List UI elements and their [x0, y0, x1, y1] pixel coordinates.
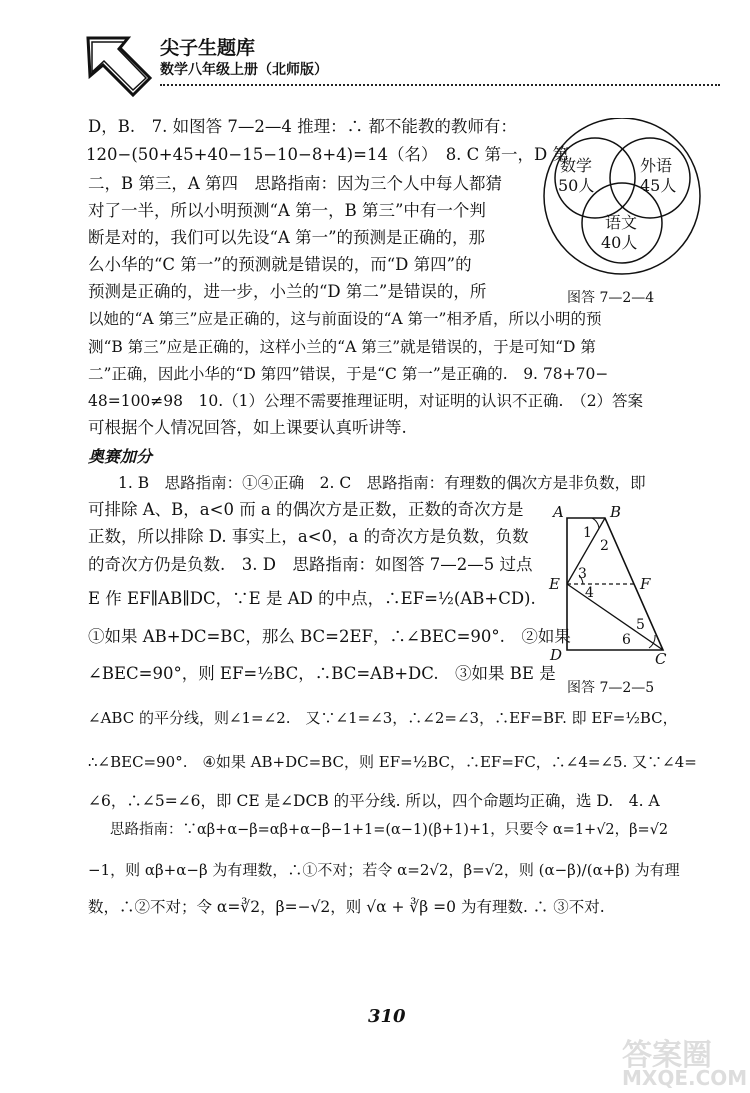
- text-line: 么小华的“C 第一”的预测就是错误的，而“D 第四”的: [88, 255, 472, 274]
- text-line: 120−(50+45+40−15−10−8+4)=14（名） 8. C 第一，D 第: [86, 145, 570, 164]
- angle-6: 6: [622, 632, 631, 648]
- text-line: 断是对的，我们可以先设“A 第一”的预测是正确的，那: [88, 228, 486, 247]
- text-line: 可根据个人情况回答，如上课要认真听讲等.: [88, 418, 407, 437]
- text-line: D，B. 7. 如图答 7—2—4 推理：∴ 都不能教的教师有：: [88, 117, 517, 136]
- watermark-url: MXQE.COM: [622, 1066, 748, 1090]
- point-b: B: [610, 503, 622, 521]
- point-e: E: [549, 575, 560, 593]
- text-line: −1，则 αβ+α−β 为有理数，∴①不对；若令 α=2√2，β=√2，则 (α−β)/(α+β) 为有理: [88, 861, 680, 879]
- header-dotted-rule: [160, 84, 720, 86]
- point-f: F: [640, 575, 651, 593]
- text-line: 48=100≠98 10.（1）公理不需要推理证明，对证明的认识不正确. （2）答案: [88, 392, 644, 410]
- text-line: 预测是正确的，进一步，小兰的“D 第二”是错误的，所: [88, 282, 487, 301]
- header-subtitle: 数学八年级上册（北师版）: [160, 62, 328, 78]
- figure2-caption: 图答 7—2—5: [567, 680, 655, 696]
- section-title: 奥赛加分: [88, 447, 153, 466]
- page-number: 310: [368, 1006, 406, 1027]
- text-line: 可排除 A、B，a<0 而 a 的偶次方是正数，正数的奇次方是: [88, 500, 524, 519]
- text-line: ∠ABC 的平分线，则∠1=∠2. 又∵∠1=∠3，∴∠2=∠3，∴EF=BF. 即 EF=½BC，: [88, 709, 678, 727]
- watermark-logo-text: 答案圈: [622, 1038, 712, 1073]
- point-c: C: [655, 650, 667, 668]
- text-line: 的奇次方仍是负数. 3. D 思路指南：如图答 7—2—5 过点: [88, 555, 533, 574]
- angle-2: 2: [600, 538, 609, 554]
- text-line: ∴∠BEC=90°. ④如果 AB+DC=BC，则 EF=½BC，∴EF=FC，∴∠4=∠5. 又∵∠4=: [88, 753, 697, 771]
- point-a: A: [553, 503, 564, 521]
- venn-label-foreign: 外语: [640, 156, 673, 175]
- venn-count-foreign: 45人: [640, 176, 677, 195]
- text-line: E 作 EF∥AB∥DC，∵E 是 AD 的中点，∴EF=½(AB+CD).: [88, 589, 536, 608]
- text-line: ∠BEC=90°，则 EF=½BC，∴BC=AB+DC. ③如果 BE 是: [88, 664, 556, 683]
- text-line: 二，B 第三，A 第四 思路指南：因为三个人中每人都猜: [88, 174, 503, 193]
- angle-4: 4: [585, 585, 594, 601]
- point-d: D: [550, 646, 563, 664]
- text-line: 1. B 思路指南：①④正确 2. C 思路指南：有理数的偶次方是非负数，即: [118, 474, 646, 492]
- angle-3: 3: [578, 566, 587, 582]
- venn-label-math: 数学: [560, 156, 593, 175]
- header-title: 尖子生题库: [160, 37, 256, 59]
- angle-5: 5: [636, 617, 645, 633]
- venn-count-chinese: 40人: [601, 233, 638, 252]
- text-line: 二”正确，因此小华的“D 第四”错误，于是“C 第一”是正确的. 9. 78+70−: [88, 365, 609, 383]
- text-line: ∠6，∴∠5=∠6，即 CE 是∠DCB 的平分线. 所以，四个命题均正确，选 D. 4. A: [88, 792, 660, 810]
- figure1-caption: 图答 7—2—4: [567, 290, 655, 306]
- venn-figure: [535, 118, 710, 288]
- header-arrow-icon: [78, 28, 153, 103]
- text-line: 正数，所以排除 D. 事实上，a<0，a 的奇次方是负数，负数: [88, 527, 529, 546]
- text-line: 思路指南：∵αβ+α−β=αβ+α−β−1+1=(α−1)(β+1)+1，只要令 α=1+√2，β=√2: [110, 822, 669, 838]
- venn-label-chinese: 语文: [605, 213, 638, 232]
- venn-count-math: 50人: [558, 176, 595, 195]
- text-line: ①如果 AB+DC=BC，那么 BC=2EF，∴∠BEC=90°. ②如果: [88, 627, 571, 646]
- text-line: 数，∴②不对；令 α=∛2，β=−√2，则 √α + ∛β =0 为有理数. ∴ ③不对.: [88, 898, 605, 916]
- text-line: 以她的“A 第三”应是正确的，这与前面设的“A 第一”相矛盾，所以小明的预: [88, 310, 602, 328]
- text-line: 对了一半，所以小明预测“A 第一，B 第三”中有一个判: [88, 201, 486, 220]
- text-line: 测“B 第三”应是正确的，这样小兰的“A 第三”就是错误的，于是可知“D 第: [88, 338, 596, 356]
- angle-1: 1: [583, 525, 592, 541]
